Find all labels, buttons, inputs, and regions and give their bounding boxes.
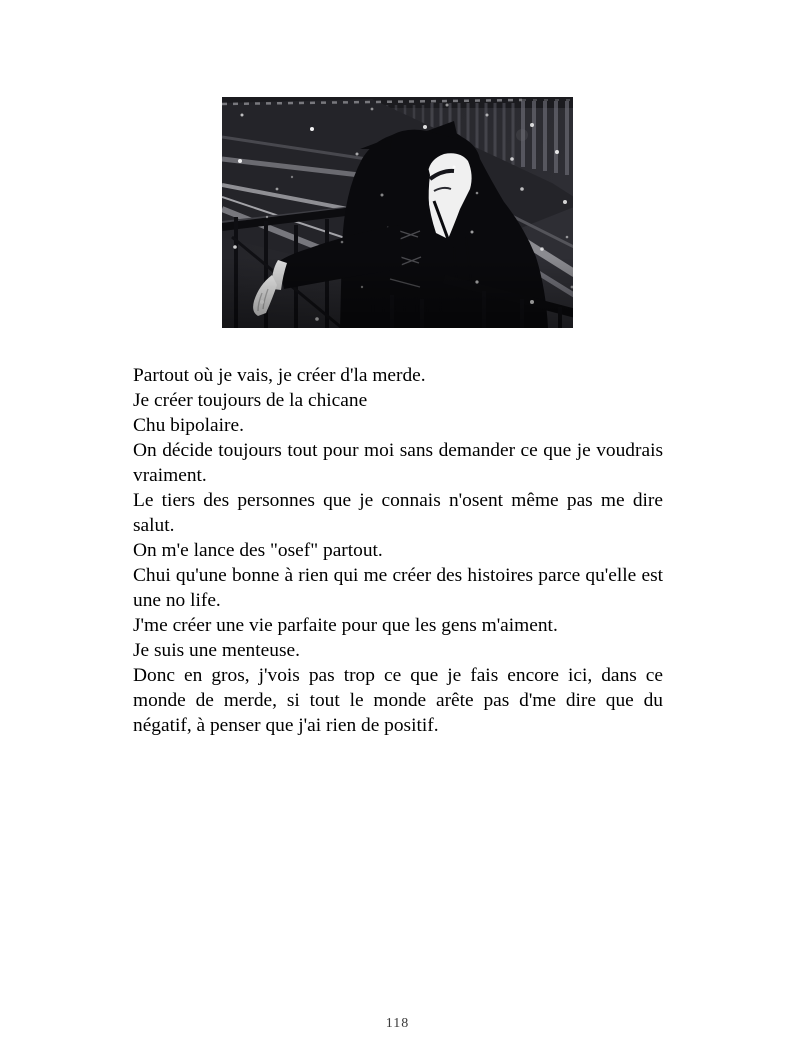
- text-line: Chu bipolaire.: [133, 415, 244, 436]
- text-block: [133, 363, 663, 738]
- text-line: On m'e lance des "osef" partout.: [133, 540, 383, 561]
- text-line: Je suis une menteuse.: [133, 640, 300, 661]
- text-line: J'me créer une vie parfaite pour que les gens m'aiment.: [133, 615, 558, 636]
- text-line: Partout où je vais, je créer d'la merde.: [133, 365, 426, 386]
- text-line: Donc en gros, j'vois pas trop ce que je fais encore ici, dans ce: [133, 665, 663, 686]
- text-line: négatif, à penser que j'ai rien de positif.: [133, 715, 439, 736]
- text-line: une no life.: [133, 590, 221, 611]
- text-line: monde de merde, si tout le monde arête pas d'me dire que du: [133, 690, 663, 711]
- text-line: Chui qu'une bonne à rien qui me créer des histoires parce qu'elle est: [133, 565, 663, 586]
- text-line: Le tiers des personnes que je connais n'osent même pas me dire: [133, 490, 663, 511]
- vignette: [222, 257, 573, 328]
- illustration-girl-railing-snow: [222, 97, 573, 328]
- text-line: On décide toujours tout pour moi sans demander ce que je voudrais: [133, 440, 663, 461]
- illustration-image: [222, 97, 573, 328]
- text-line: salut.: [133, 515, 175, 536]
- page-number: 118: [385, 1016, 410, 1031]
- text-line: vraiment.: [133, 465, 207, 486]
- text-line: Je créer toujours de la chicane: [133, 390, 368, 411]
